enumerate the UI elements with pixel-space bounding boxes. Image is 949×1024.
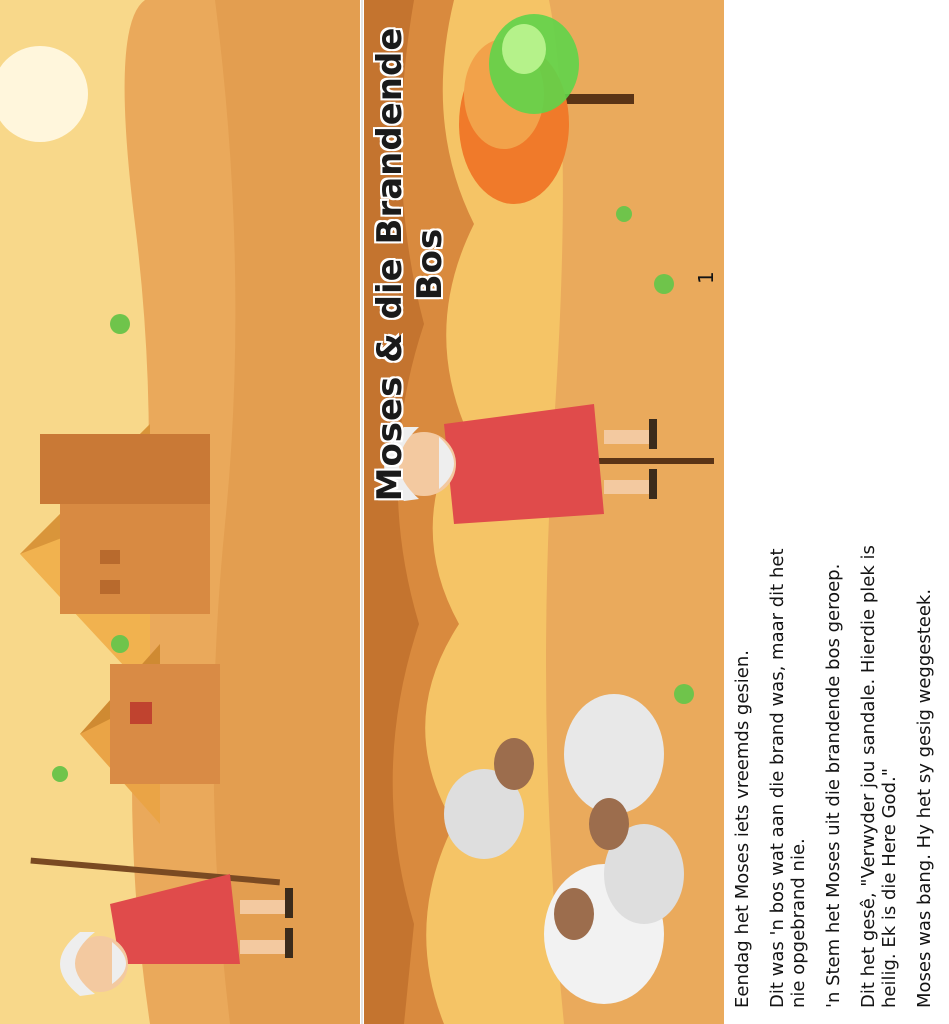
page-4-panel [0,0,360,1024]
page-1-paragraph: Dit het gesê, "Verwyder jou sandale. Hierdie plek is heilig. Ek is die Here God." [858,545,900,1008]
story-title: Moses & die Brandende Bos [370,26,450,502]
page-1-paragraph: Eendag het Moses iets vreemds gesien. [732,650,753,1008]
page-1-story [732,538,949,1008]
page-divider [361,0,363,1024]
page-1-panel [364,0,935,1024]
page-1-paragraph: 'n Stem het Moses uit die brandende bos geroep. [823,563,844,1008]
page-number-1: 1 [694,271,718,284]
page-4-illustration [0,0,360,1024]
page-1-paragraph: Moses was bang. Hy het sy gesig weggesteek. [914,588,935,1008]
page-1-paragraph: Dit was 'n bos wat aan die brand was, maar dit het nie opgebrand nie. [767,548,809,1008]
